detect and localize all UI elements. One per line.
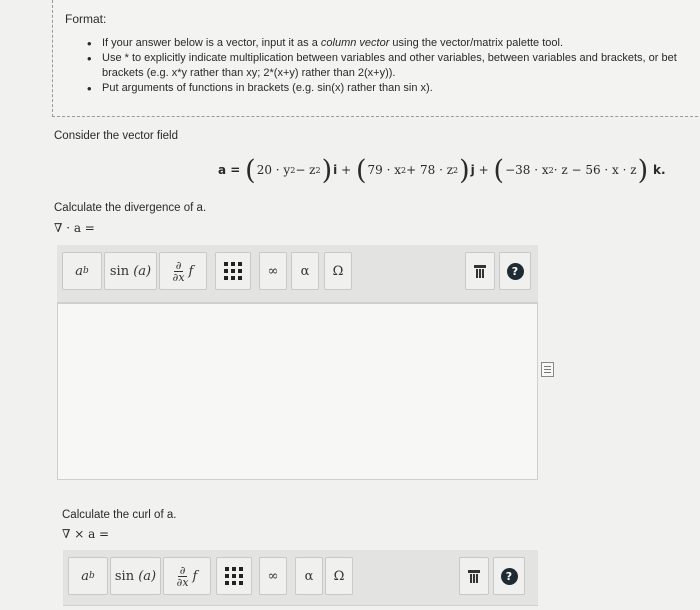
answer-preview-icon[interactable] <box>541 362 554 377</box>
format-bullet-functions: • Put arguments of functions in brackets (e.g. sin(x) rather than sin x). <box>87 81 700 96</box>
format-title: Format: <box>65 12 107 26</box>
matrix-grid-icon <box>224 262 242 280</box>
format-bullet-vector: • If your answer below is a vector, input it as a column vector using the vector/matrix palette tool. <box>87 36 700 51</box>
omega-button[interactable]: Ω <box>324 252 352 290</box>
curl-matrix-button[interactable] <box>216 557 252 595</box>
trash-icon <box>468 570 480 583</box>
matrix-button[interactable] <box>215 252 251 290</box>
trash-icon <box>474 265 486 278</box>
format-instructions-box <box>52 0 700 117</box>
curl-partial-derivative-button[interactable]: $\frac{\partial}{\partial x}$ f <box>163 557 211 595</box>
divergence-expression: ∇ · a = <box>54 221 95 235</box>
curl-delete-button[interactable] <box>459 557 489 595</box>
divergence-answer-input[interactable] <box>57 303 538 480</box>
curl-power-button[interactable]: a b <box>68 557 108 595</box>
power-button[interactable]: a b <box>62 252 102 290</box>
infinity-button[interactable]: ∞ <box>259 252 287 290</box>
vector-field-equation: a = ( 20 · y 2 − z 2 ) i + ( 79 · x 2 + 78 · z 2 ) j + ( −38 · x 2 · z − 56 · x · z ) k. <box>218 154 666 186</box>
delete-button[interactable] <box>465 252 495 290</box>
divergence-toolbar <box>57 245 538 303</box>
sin-button[interactable]: sin (a) <box>104 252 157 290</box>
curl-expression: ∇ × a = <box>62 527 110 541</box>
format-bullet-multiplication: • Use * to explicitly indicate multiplication between variables and other variables, between variables and brackets, or bet brackets (e.g. x*y rather than xy; 2*(x+y) rather than 2(x+y)). <box>87 51 700 81</box>
format-list <box>87 36 700 96</box>
curl-label: Calculate the curl of a. <box>62 509 177 521</box>
curl-sin-button[interactable]: sin (a) <box>110 557 161 595</box>
matrix-grid-icon <box>225 567 243 585</box>
help-icon: ? <box>507 263 524 280</box>
curl-toolbar <box>63 550 538 606</box>
question-intro: Consider the vector field <box>54 130 179 142</box>
partial-derivative-button[interactable]: $\frac{\partial}{\partial x}$ f <box>159 252 207 290</box>
curl-alpha-button[interactable]: α <box>295 557 323 595</box>
help-button[interactable] <box>499 252 531 290</box>
curl-infinity-button[interactable]: ∞ <box>259 557 287 595</box>
divergence-label: Calculate the divergence of a. <box>54 202 207 214</box>
alpha-button[interactable]: α <box>291 252 319 290</box>
curl-omega-button[interactable]: Ω <box>325 557 353 595</box>
help-icon: ? <box>501 568 518 585</box>
curl-help-button[interactable] <box>493 557 525 595</box>
